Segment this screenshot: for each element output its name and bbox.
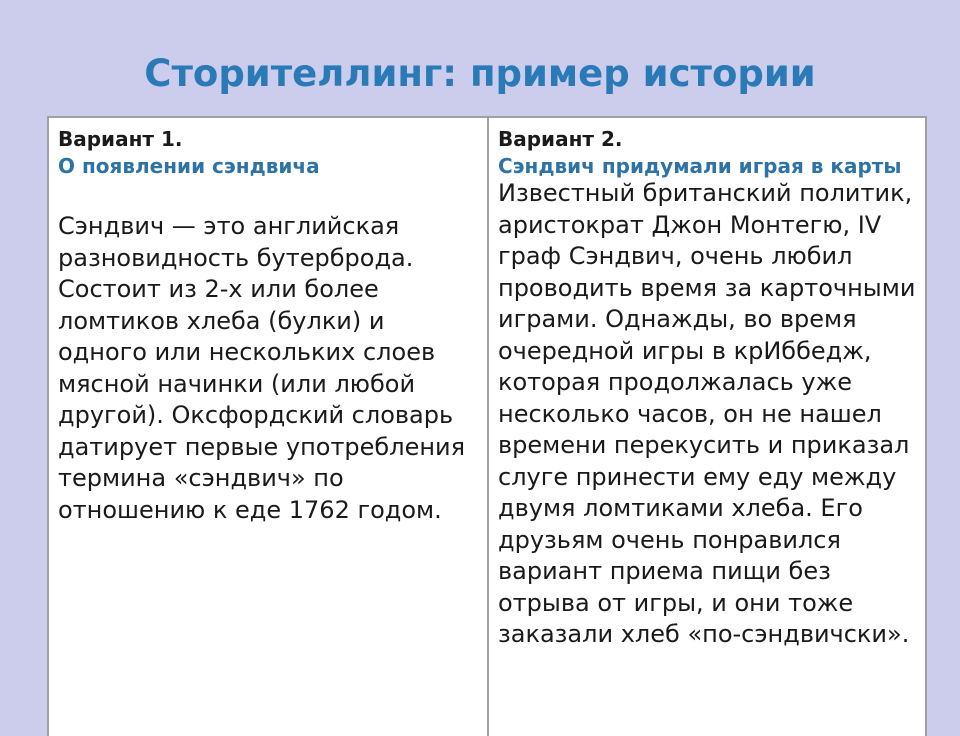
slide-title: Сторителлинг: пример истории [144, 52, 816, 95]
variant-1-body: Сэндвич — это английская разновидность бутерброда. Состоит из 2-х или более ломтиков хлеба (булки) и одного или нескольких слоев мясной начинки (или любой другой). Оксфордский словарь датирует первые употребления термина «сэндвич» по отношению к еде 1762 годом. [58, 212, 466, 524]
variant-1-subtitle: О появлении сэндвича [58, 154, 320, 178]
variant-2-subtitle: Сэндвич придумали играя в карты [498, 154, 902, 178]
variant-2-body: Известный британский политик, аристократ Джон Монтегю, IV граф Сэндвич, очень любил проводить время за карточными играми. Однажды, во время очередной игры в крИббедж, которая продолжалась уже несколько часов, он не нашел времени перекусить и приказал слуге принести ему еду между двумя ломтиками хлеба. Его друзьям очень понравился вариант приема пищи без отрыва от игры, и они тоже заказали хлеб «по-сэндвичски». [498, 179, 916, 648]
variant-1-label: Вариант 1. [58, 127, 183, 151]
variant-2-column [489, 118, 925, 736]
variant-1-column [49, 118, 489, 736]
variant-2-label: Вариант 2. [498, 127, 623, 151]
comparison-table [47, 116, 927, 736]
spacer [58, 180, 481, 207]
